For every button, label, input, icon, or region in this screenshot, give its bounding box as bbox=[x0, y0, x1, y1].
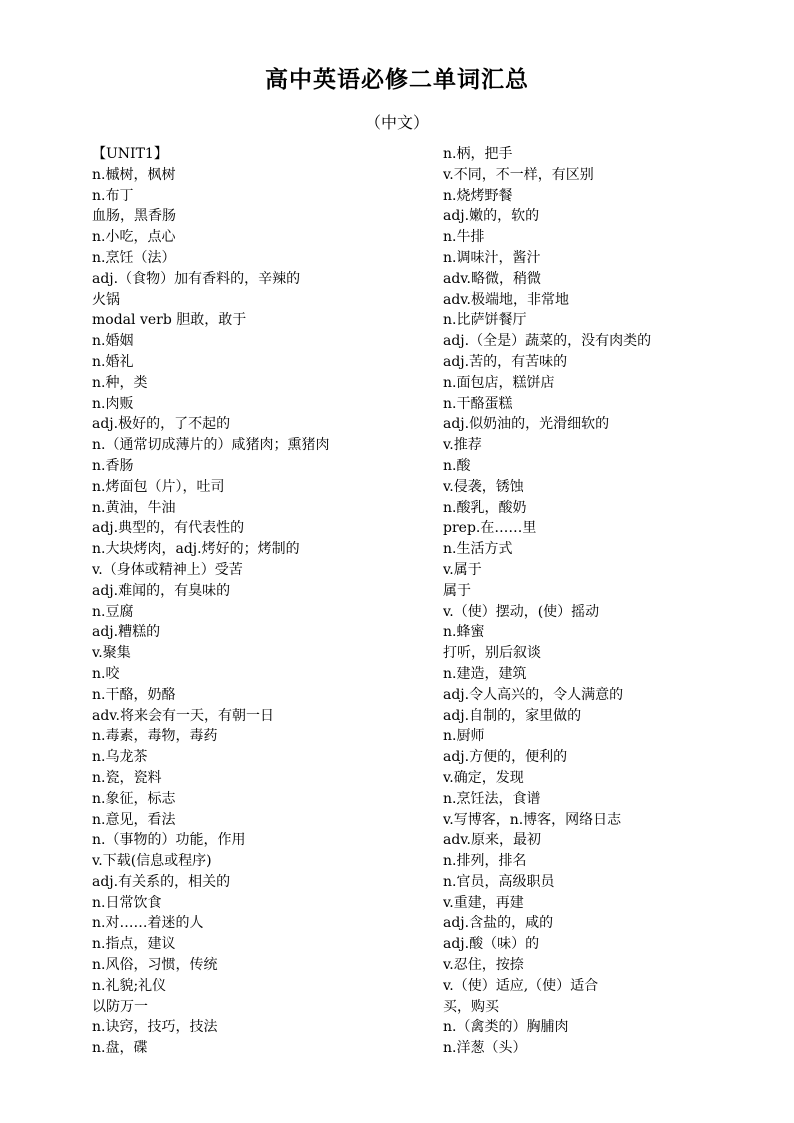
vocab-entry: v.重建，再建 bbox=[443, 894, 524, 911]
vocab-entry: adj.糟糕的 bbox=[92, 624, 161, 641]
vocab-entry: n.布丁 bbox=[92, 187, 134, 204]
page-subtitle: （中文） bbox=[364, 113, 429, 132]
vocab-entry: adj.极好的，了不起的 bbox=[92, 416, 231, 433]
vocab-entry: 以防万一 bbox=[92, 998, 148, 1015]
vocab-entry: adj.苦的，有苦味的 bbox=[443, 353, 568, 370]
vocab-entry: v.（使）摆动，(使）摇动 bbox=[443, 603, 600, 620]
vocab-entry: n.豆腐 bbox=[92, 603, 134, 620]
vocab-entry: n.咬 bbox=[92, 665, 120, 682]
vocab-entry: adv.极端地，非常地 bbox=[443, 291, 570, 308]
vocab-entry: n.香肠 bbox=[92, 457, 134, 474]
vocab-entry: adj.似奶油的，光滑细软的 bbox=[443, 416, 610, 433]
vocab-entry: adj.（全是）蔬菜的，没有肉类的 bbox=[443, 333, 652, 350]
vocab-entry: n.烹饪（法） bbox=[92, 249, 176, 266]
vocab-entry: n.牛排 bbox=[443, 229, 485, 246]
vocab-entry: n.干酪，奶酪 bbox=[92, 686, 176, 703]
vocab-entry: n.（事物的）功能，作用 bbox=[92, 832, 246, 849]
vocab-entry: 【UNIT1】 bbox=[92, 146, 168, 162]
vocab-entry: modal verb 胆敢，敢于 bbox=[92, 312, 247, 329]
vocab-entry: n.指点，建议 bbox=[92, 936, 176, 953]
vocab-entry: adj.自制的，家里做的 bbox=[443, 707, 582, 724]
vocab-entry: v.不同，不一样，有区别 bbox=[443, 166, 594, 183]
vocab-entry: n.排列，排名 bbox=[443, 853, 527, 870]
vocab-entry: v.下载(信息或程序) bbox=[92, 853, 212, 870]
vocab-entry: n.槭树，枫树 bbox=[92, 166, 176, 183]
vocab-entry: n.酸 bbox=[443, 457, 471, 474]
vocab-entry: v.属于 bbox=[443, 561, 482, 578]
vocab-entry: n.黄油，牛油 bbox=[92, 499, 176, 516]
vocab-entry: adj.酸（味）的 bbox=[443, 936, 540, 953]
vocab-entry: v.（身体或精神上）受苦 bbox=[92, 561, 243, 578]
right-vocabulary-column bbox=[443, 144, 773, 1059]
vocab-entry: n.小吃，点心 bbox=[92, 229, 176, 246]
vocab-entry: n.建造，建筑 bbox=[443, 665, 527, 682]
vocab-entry: n.盘，碟 bbox=[92, 1040, 148, 1057]
vocab-entry: adj.（食物）加有香料的，辛辣的 bbox=[92, 270, 301, 287]
vocab-entry: adv.略微，稍微 bbox=[443, 270, 542, 287]
vocab-entry: n.酸乳，酸奶 bbox=[443, 499, 527, 516]
vocab-entry: n.象征，标志 bbox=[92, 790, 176, 807]
vocab-entry: n.对……着迷的人 bbox=[92, 915, 204, 932]
vocab-entry: 属于 bbox=[443, 582, 471, 599]
vocab-entry: n.种，类 bbox=[92, 374, 148, 391]
vocab-entry: n.调味汁，酱汁 bbox=[443, 249, 541, 266]
vocab-entry: 火锅 bbox=[92, 291, 120, 308]
vocab-entry: n.大块烤肉，adj.烤好的；烤制的 bbox=[92, 541, 300, 558]
vocab-entry: n.毒素，毒物，毒药 bbox=[92, 728, 218, 745]
vocab-entry: n.生活方式 bbox=[443, 541, 513, 558]
page-title: 高中英语必修二单词汇总 bbox=[265, 67, 529, 93]
vocab-entry: 打听，别后叙谈 bbox=[443, 645, 541, 662]
vocab-entry: v.确定，发现 bbox=[443, 769, 524, 786]
vocab-entry: 血肠，黑香肠 bbox=[92, 208, 176, 225]
vocab-entry: adj.嫩的，软的 bbox=[443, 208, 540, 225]
vocab-entry: 买，购买 bbox=[443, 998, 499, 1015]
vocab-entry: n.烹饪法，食谱 bbox=[443, 790, 541, 807]
vocab-entry: adj.难闻的，有臭味的 bbox=[92, 582, 231, 599]
vocab-entry: v.写博客，n.博客，网络日志 bbox=[443, 811, 622, 828]
vocab-entry: n.礼貌;礼仪 bbox=[92, 977, 167, 994]
vocab-entry: adv.原来，最初 bbox=[443, 832, 542, 849]
vocab-entry: adj.方便的，便利的 bbox=[443, 749, 568, 766]
vocab-entry: n.烤面包（片），吐司 bbox=[92, 478, 225, 495]
vocab-entry: adj.有关系的，相关的 bbox=[92, 873, 231, 890]
vocab-entry: v.忍住，按捺 bbox=[443, 957, 524, 974]
vocab-entry: n.婚姻 bbox=[92, 333, 134, 350]
vocab-entry: adj.含盐的，咸的 bbox=[443, 915, 554, 932]
vocab-entry: n.比萨饼餐厅 bbox=[443, 312, 527, 329]
vocab-entry: n.乌龙茶 bbox=[92, 749, 148, 766]
vocab-entry: n.洋葱（头） bbox=[443, 1040, 527, 1057]
vocab-entry: n.面包店，糕饼店 bbox=[443, 374, 555, 391]
vocab-entry: n.婚礼 bbox=[92, 353, 134, 370]
vocab-entry: v.推荐 bbox=[443, 437, 482, 454]
vocab-entry: n.厨师 bbox=[443, 728, 485, 745]
vocab-entry: adv.将来会有一天，有朝一日 bbox=[92, 707, 275, 724]
vocab-entry: n.柄，把手 bbox=[443, 146, 513, 162]
vocab-entry: v.聚集 bbox=[92, 645, 131, 662]
vocab-entry: n.诀窍，技巧，技法 bbox=[92, 1019, 218, 1036]
vocab-entry: n.瓷，瓷料 bbox=[92, 769, 162, 786]
vocab-entry: v.侵袭，锈蚀 bbox=[443, 478, 524, 495]
vocab-entry: n.日常饮食 bbox=[92, 894, 162, 911]
vocab-entry: prep.在……里 bbox=[443, 520, 537, 537]
vocab-entry: n.风俗，习惯，传统 bbox=[92, 957, 218, 974]
vocab-entry: n.（通常切成薄片的）咸猪肉；熏猪肉 bbox=[92, 437, 330, 454]
left-vocabulary-column bbox=[92, 144, 432, 1059]
vocab-entry: n.干酪蛋糕 bbox=[443, 395, 513, 412]
vocab-entry: adj.典型的，有代表性的 bbox=[92, 520, 245, 537]
vocab-entry: n.蜂蜜 bbox=[443, 624, 485, 641]
vocab-entry: n.官员，高级职员 bbox=[443, 873, 555, 890]
vocab-entry: n.烧烤野餐 bbox=[443, 187, 513, 204]
vocab-entry: n.（禽类的）胸脯肉 bbox=[443, 1019, 569, 1036]
vocab-entry: v.（使）适应,（使）适合 bbox=[443, 977, 599, 994]
vocab-entry: n.意见，看法 bbox=[92, 811, 176, 828]
vocab-entry: adj.令人高兴的，令人满意的 bbox=[443, 686, 624, 703]
vocab-entry: n.肉贩 bbox=[92, 395, 134, 412]
